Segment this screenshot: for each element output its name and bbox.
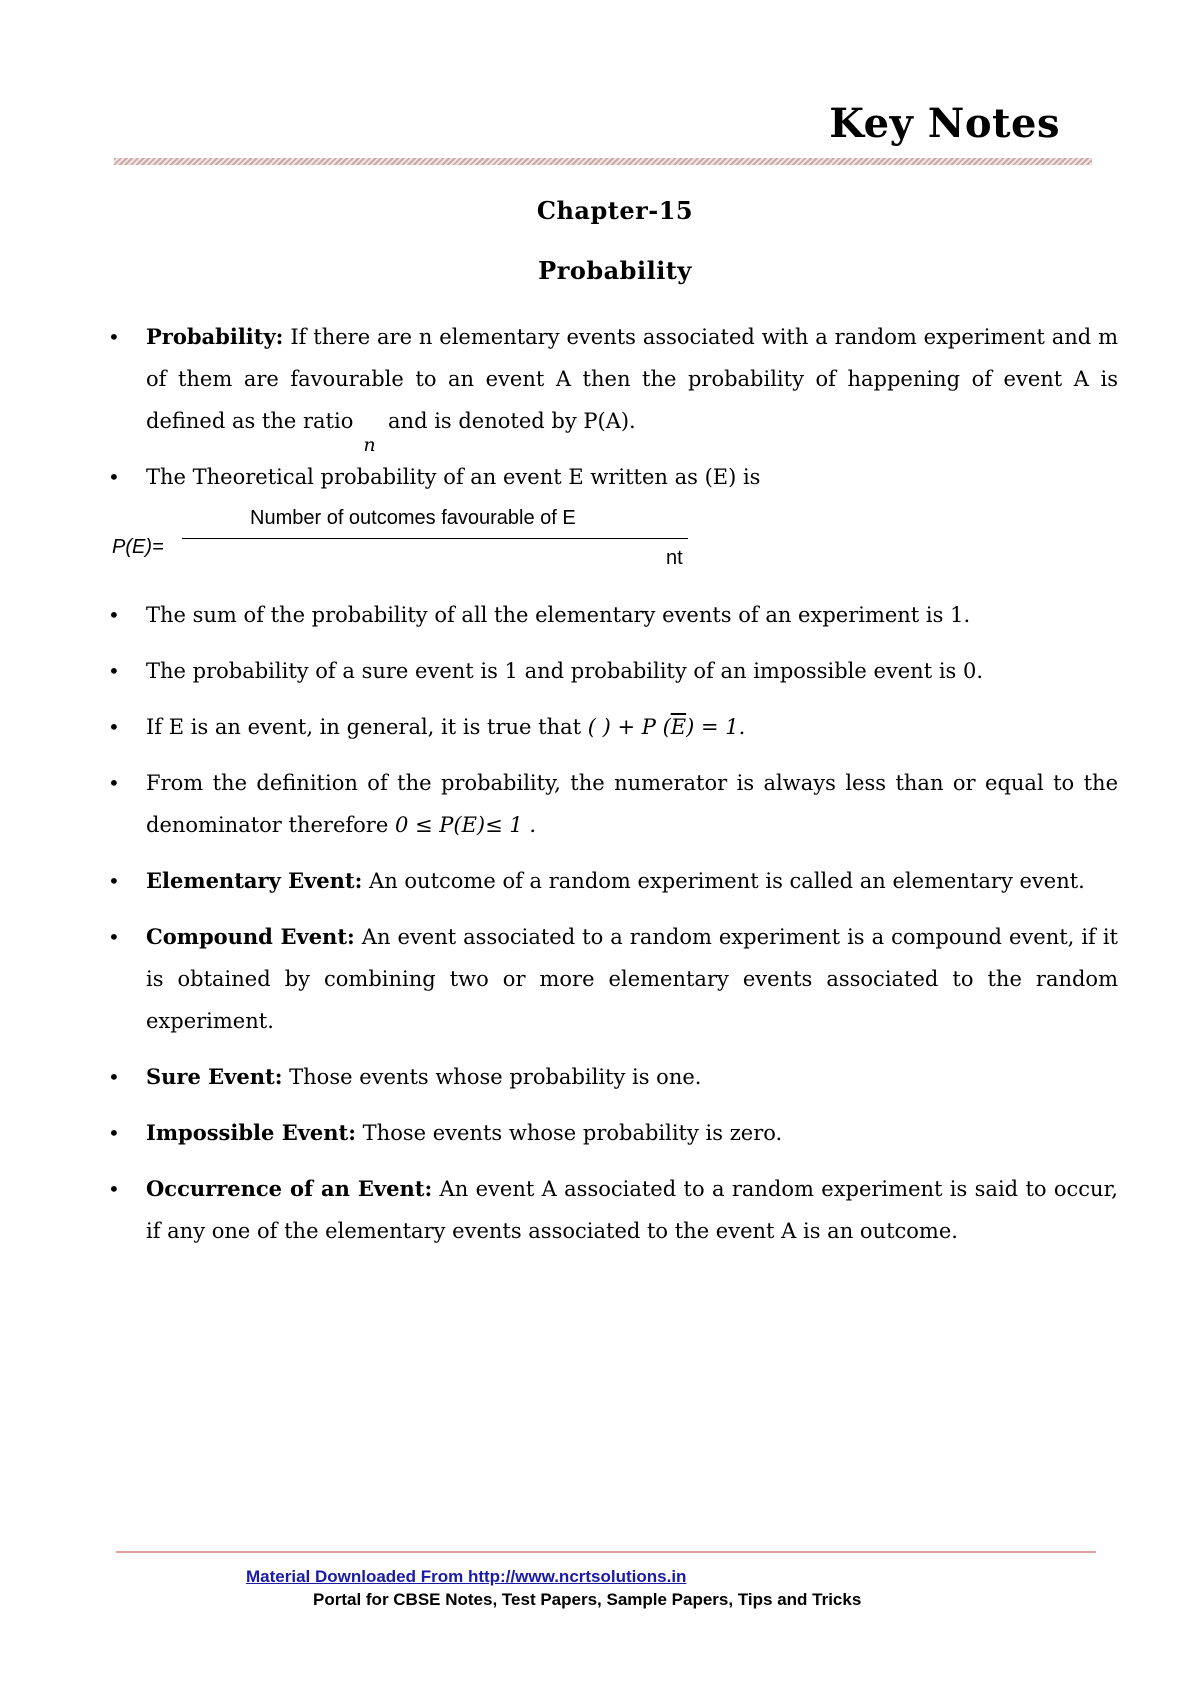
term-label: Impossible Event: bbox=[146, 1120, 356, 1145]
list-item-sum bbox=[108, 594, 1118, 636]
list-item-elementary bbox=[108, 860, 1118, 902]
term-label: Elementary Event: bbox=[146, 868, 363, 893]
term-label: Compound Event: bbox=[146, 924, 355, 949]
probability-formula bbox=[70, 504, 1118, 574]
portal-tagline: Portal for CBSE Notes, Test Papers, Sample Papers, Tips and Tricks bbox=[313, 1590, 862, 1609]
list-item-sure bbox=[108, 1056, 1118, 1098]
list-item-probability bbox=[108, 316, 1118, 456]
definition-text: The sum of the probability of all the elementary events of an experiment is 1. bbox=[146, 603, 971, 627]
definition-text: If E is an event, in general, it is true that bbox=[146, 715, 588, 739]
definition-text: Those events whose probability is one. bbox=[282, 1065, 702, 1089]
definition-text: The probability of a sure event is 1 and probability of an impossible event is 0. bbox=[146, 659, 984, 683]
subject-heading: Probability bbox=[538, 256, 692, 285]
list-item-complement bbox=[108, 706, 1118, 748]
footer-divider bbox=[116, 1551, 1096, 1553]
fraction-bar bbox=[182, 538, 688, 539]
formula-part: ) = 1. bbox=[686, 715, 746, 739]
source-link[interactable]: Material Downloaded From http://www.ncrtsolutions.in bbox=[246, 1567, 687, 1586]
definition-text: An outcome of a random experiment is called an elementary event. bbox=[362, 869, 1085, 893]
definition-text-end: and is denoted by P(A). bbox=[381, 409, 636, 433]
formula-lhs: P(E)= bbox=[112, 536, 164, 558]
term-label: Probability: bbox=[146, 324, 284, 349]
list-item-theoretical bbox=[108, 456, 1118, 498]
definition-text: If there are n elementary events associated with a random experiment and m of them are favourable to an event A then the probability of happening of event A is defined as the ratio bbox=[146, 325, 1118, 433]
list-item-impossible bbox=[108, 1112, 1118, 1154]
page-header-title: Key Notes bbox=[829, 100, 1060, 147]
formula-numerator: Number of outcomes favourable of E bbox=[250, 507, 576, 529]
list-item-compound bbox=[108, 916, 1118, 1042]
definition-text: The Theoretical probability of an event E written as (E) is bbox=[146, 465, 761, 489]
definition-text: From the definition of the probability, the numerator is always less than or equal to the denominator therefore bbox=[146, 771, 1118, 837]
term-label: Sure Event: bbox=[146, 1064, 283, 1089]
ratio-fraction bbox=[353, 427, 381, 456]
list-item-definition bbox=[108, 762, 1118, 846]
definition-text: An event associated to a random experiment is a compound event, if it is obtained by combining two or more elementary events associated to the random experiment. bbox=[146, 925, 1118, 1033]
chapter-heading: Chapter-15 bbox=[536, 196, 694, 225]
key-notes-list bbox=[108, 316, 1118, 1252]
complement-formula bbox=[588, 715, 746, 739]
definition-text: Those events whose probability is zero. bbox=[355, 1121, 783, 1145]
formula-complement-e: $\overline{E}$ bbox=[670, 715, 687, 739]
ratio-denominator: n bbox=[363, 434, 376, 456]
formula-part: ( ) + P ( bbox=[587, 715, 671, 739]
list-item-occurrence bbox=[108, 1168, 1118, 1252]
definition-text: An event A associated to a random experiment is said to occur, if any one of the elementary events associated to the event A is an outcome. bbox=[146, 1177, 1118, 1243]
list-item-sure-impossible bbox=[108, 650, 1118, 692]
term-label: Occurrence of an Event: bbox=[146, 1176, 433, 1201]
inequality-formula: 0 ≤ P(E)≤ 1 . bbox=[394, 813, 537, 837]
formula-denominator: nt bbox=[666, 547, 683, 569]
header-divider bbox=[114, 158, 1092, 165]
